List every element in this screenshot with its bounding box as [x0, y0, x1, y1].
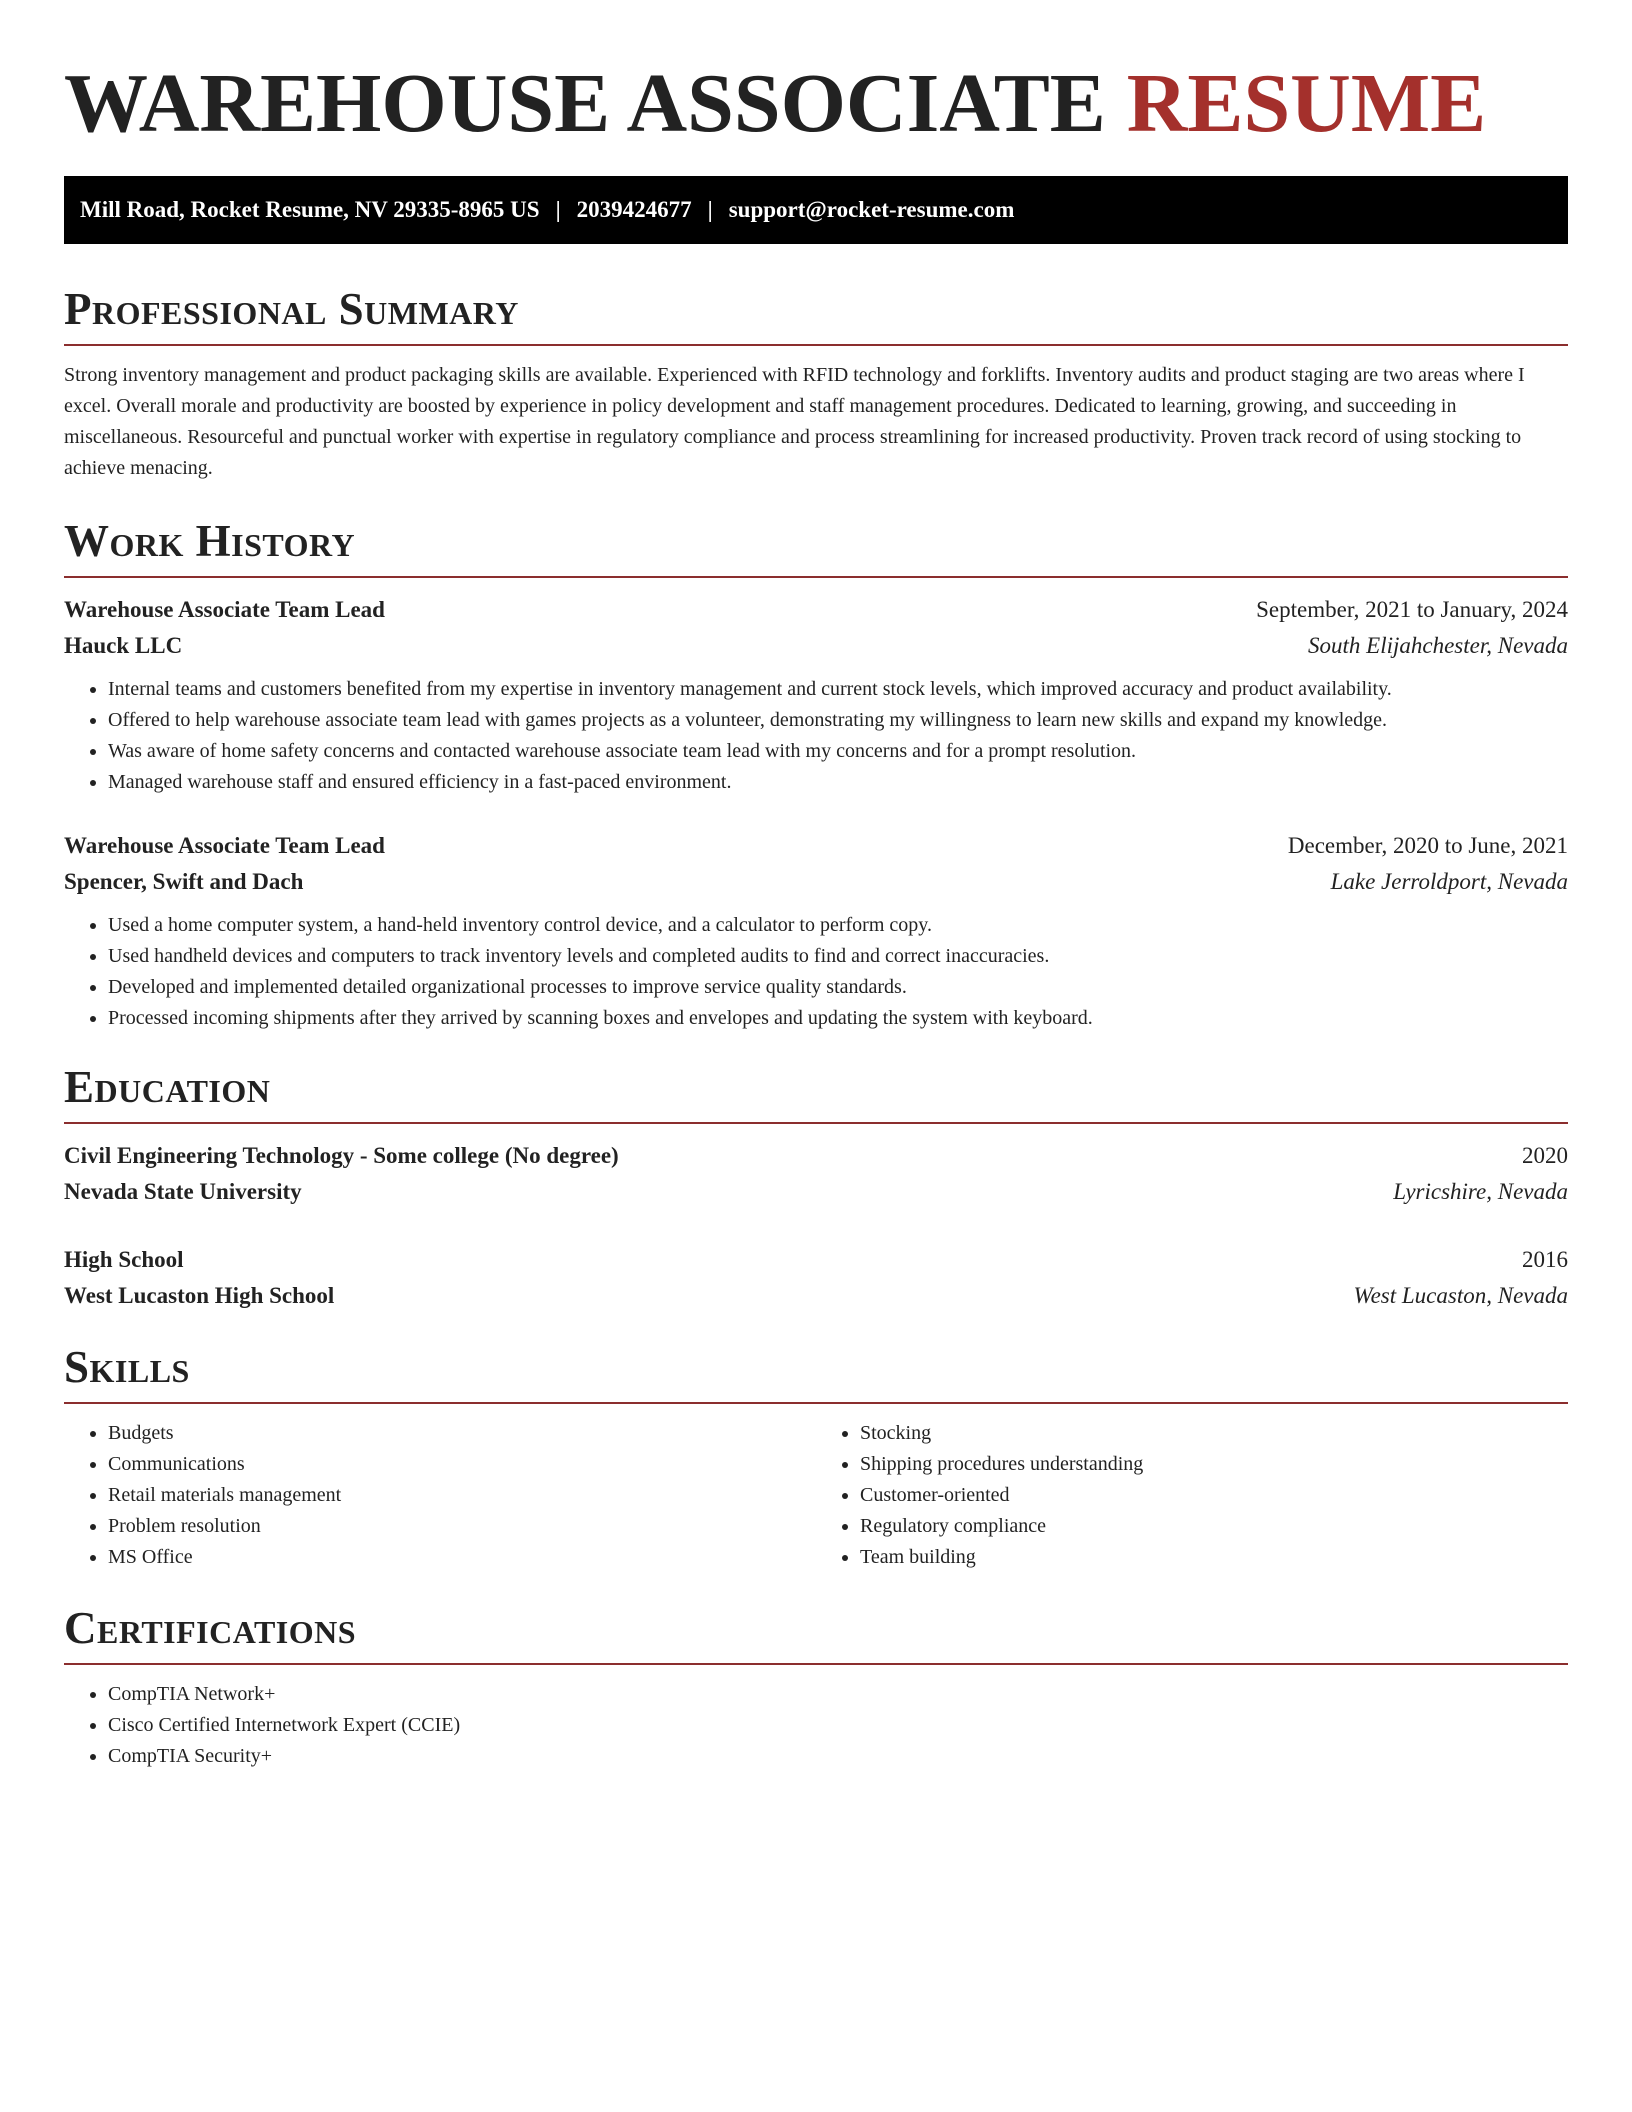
job-bullets [64, 674, 1568, 798]
skill-item: • Communications [108, 1449, 816, 1480]
skills-grid [64, 1418, 1568, 1573]
education-degree: High School [64, 1247, 184, 1272]
job-bullet: • Was aware of home safety concerns and contacted warehouse associate team lead with my concerns and for a prompt resolution. [108, 736, 1568, 767]
job-bullets [64, 910, 1568, 1034]
education-location: Lyricshire, Nevada [1393, 1179, 1568, 1204]
summary-text: Strong inventory management and product packaging skills are available. Experienced with RFID technology and forklifts. Inventory audits and product staging are two areas where I excel. Overall morale and productivity are boosted by experience in policy development and staff management procedures. Dedicated to learning, growing, and succeeding in miscellaneous. Resourceful and punctual worker with expertise in regulatory compliance and process streamlining for increased productivity. Proven track record of using stocking to achieve menacing. [64, 364, 1525, 479]
skill-item: • Shipping procedures understanding [860, 1449, 1568, 1480]
education-entry [64, 1242, 1568, 1314]
education-location: West Lucaston, Nevada [1353, 1283, 1568, 1308]
certification-item: • CompTIA Security+ [108, 1741, 1568, 1772]
section-divider [64, 1402, 1568, 1404]
skills-section [64, 1340, 1568, 1573]
job-location: South Elijahchester, Nevada [1308, 633, 1568, 658]
job-title: Warehouse Associate Team Lead [64, 597, 385, 622]
work-history-section [64, 514, 1568, 1034]
section-divider [64, 576, 1568, 578]
summary-section [64, 282, 1568, 484]
work-history-heading: Work History [64, 516, 356, 566]
section-divider [64, 344, 1568, 346]
skills-list [816, 1418, 1568, 1573]
contact-phone: 2039424677 [576, 197, 692, 222]
title-main: WAREHOUSE ASSOCIATE [64, 57, 1106, 150]
job-company: Spencer, Swift and Dach [64, 869, 304, 894]
skill-item: • Regulatory compliance [860, 1511, 1568, 1542]
job-entry [64, 828, 1568, 1034]
education-section [64, 1060, 1568, 1314]
summary-heading: Professional Summary [64, 284, 519, 334]
certifications-heading: Certifications [64, 1603, 357, 1653]
skill-item: • MS Office [108, 1542, 816, 1573]
contact-separator: | [707, 197, 713, 222]
education-heading: Education [64, 1062, 271, 1112]
skills-list [64, 1418, 816, 1573]
education-school: Nevada State University [64, 1179, 302, 1204]
certification-item: • Cisco Certified Internetwork Expert (CCIE) [108, 1710, 1568, 1741]
contact-email: support@rocket-resume.com [728, 197, 1015, 222]
job-entry [64, 592, 1568, 798]
certifications-list [64, 1679, 1568, 1772]
skill-item: • Budgets [108, 1418, 816, 1449]
education-year: 2016 [1522, 1247, 1568, 1272]
job-title: Warehouse Associate Team Lead [64, 833, 385, 858]
skills-column-left [64, 1418, 816, 1573]
skills-column-right [816, 1418, 1568, 1573]
education-year: 2020 [1522, 1143, 1568, 1168]
contact-bar [64, 176, 1568, 244]
skill-item: • Customer-oriented [860, 1480, 1568, 1511]
title-accent: RESUME [1126, 57, 1487, 150]
job-bullet: • Offered to help warehouse associate team lead with games projects as a volunteer, demonstrating my willingness to learn new skills and expand my knowledge. [108, 705, 1568, 736]
job-bullet: • Internal teams and customers benefited from my expertise in inventory management and current stock levels, which improved accuracy and product availability. [108, 674, 1568, 705]
job-bullet: • Used handheld devices and computers to track inventory levels and completed audits to find and correct inaccuracies. [108, 941, 1568, 972]
job-company: Hauck LLC [64, 633, 183, 658]
section-divider [64, 1663, 1568, 1665]
education-school: West Lucaston High School [64, 1283, 335, 1308]
skill-item: • Stocking [860, 1418, 1568, 1449]
job-dates: December, 2020 to June, 2021 [1287, 833, 1568, 858]
skill-item: • Problem resolution [108, 1511, 816, 1542]
resume-title [64, 56, 1568, 152]
job-bullet: • Managed warehouse staff and ensured efficiency in a fast-paced environment. [108, 767, 1568, 798]
job-dates: September, 2021 to January, 2024 [1256, 597, 1568, 622]
contact-separator: | [555, 197, 561, 222]
contact-address: Mill Road, Rocket Resume, NV 29335-8965 US [80, 197, 540, 222]
education-degree: Civil Engineering Technology - Some college (No degree) [64, 1143, 619, 1168]
skill-item: • Retail materials management [108, 1480, 816, 1511]
education-entry [64, 1138, 1568, 1210]
job-bullet: • Used a home computer system, a hand-held inventory control device, and a calculator to perform copy. [108, 910, 1568, 941]
certification-item: • CompTIA Network+ [108, 1679, 1568, 1710]
job-bullet: • Developed and implemented detailed organizational processes to improve service quality standards. [108, 972, 1568, 1003]
skills-heading: Skills [64, 1342, 190, 1392]
job-bullet: • Processed incoming shipments after they arrived by scanning boxes and envelopes and updating the system with keyboard. [108, 1003, 1568, 1034]
certifications-section [64, 1601, 1568, 1772]
skill-item: • Team building [860, 1542, 1568, 1573]
job-location: Lake Jerroldport, Nevada [1330, 869, 1568, 894]
section-divider [64, 1122, 1568, 1124]
